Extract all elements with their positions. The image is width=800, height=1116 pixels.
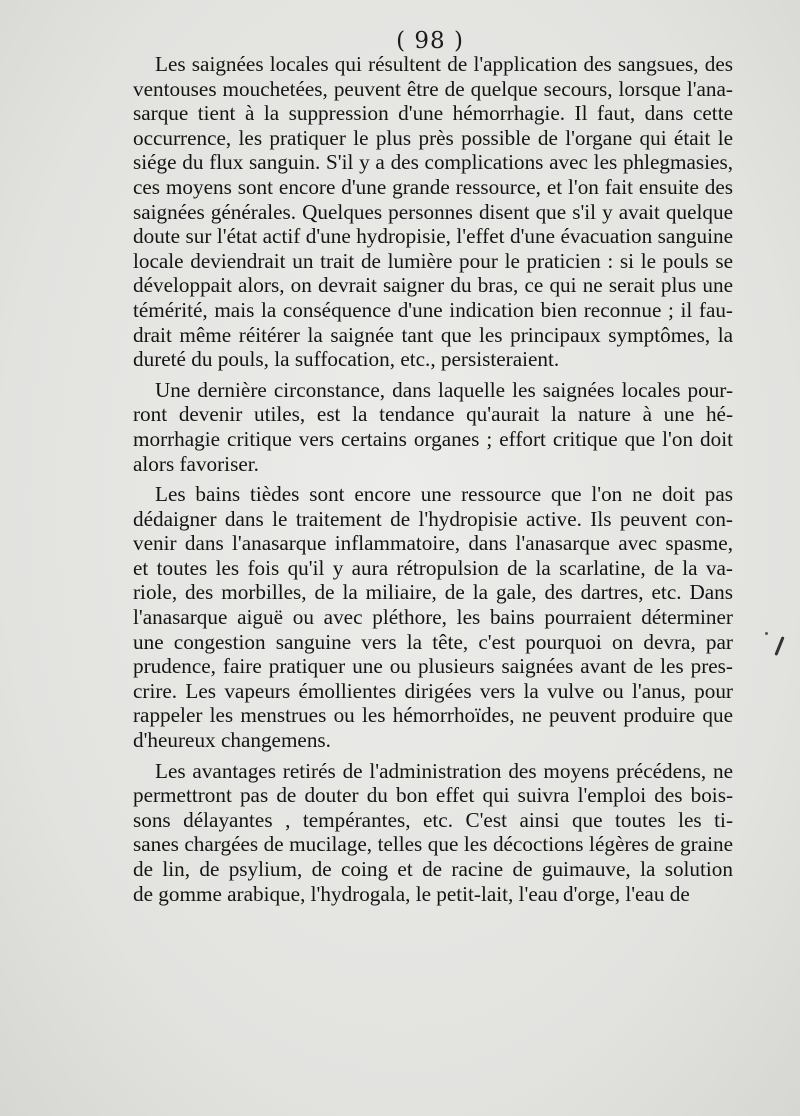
text-line: siége du flux sanguin. S'il y a des complications avec les phlegmasies, <box>133 150 733 175</box>
text-line: saignées générales. Quelques personnes disent que s'il y avait quelque <box>133 199 733 224</box>
text-line: riole, des morbilles, de la miliaire, de la gale, des dartres, etc. Dans <box>133 580 733 605</box>
paragraph <box>133 378 733 476</box>
text-line: ventouses mouchetées, peuvent être de quelque secours, lorsque l'ana- <box>133 76 733 101</box>
text-line: venir dans l'anasarque inflammatoire, dans l'anasarque avec spasme, <box>133 531 733 556</box>
text-line: rappeler les menstrues ou les hémorrhoïdes, ne peuvent produire que <box>133 703 733 728</box>
text-line: d'heureux changemens. <box>133 728 331 753</box>
margin-ink-dot <box>765 632 768 635</box>
text-line: témérité, mais la conséquence d'une indication bien reconnue ; il fau- <box>133 297 733 322</box>
text-line: sarque tient à la suppression d'une hémorrhagie. Il faut, dans cette <box>133 101 733 126</box>
text-line: de gomme arabique, l'hydrogala, le petit-lait, l'eau d'orge, l'eau de <box>133 881 690 906</box>
text-line: prudence, faire pratiquer une ou plusieurs saignées avant de les pres- <box>133 654 733 679</box>
text-line: dureté du pouls, la suffocation, etc., persisteraient. <box>133 347 560 372</box>
paragraph <box>133 759 733 907</box>
paragraph <box>133 52 733 372</box>
text-line: doute sur l'état actif d'une hydropisie, l'effet d'une évacuation sanguine <box>133 224 733 249</box>
text-line: de lin, de psylium, de coing et de racine de guimauve, la solution <box>133 857 733 881</box>
text-line: et toutes les fois qu'il y aura rétropulsion de la scarlatine, de la va- <box>133 555 733 580</box>
text-line: locale deviendrait un trait de lumière pour le praticien : si le pouls se <box>133 248 733 273</box>
text-line: occurrence, les pratiquer le plus près possible de l'organe qui était le <box>133 125 733 150</box>
text-line: sons délayantes , tempérantes, etc. C'est ainsi que toutes les ti- <box>133 807 733 832</box>
text-line: une congestion sanguine vers la tête, c'est pourquoi on devra, par <box>133 629 733 654</box>
text-line: morrhagie critique vers certains organes ; effort critique que l'on doit <box>133 426 733 451</box>
text-line: drait même réitérer la saignée tant que les principaux symptômes, la <box>133 322 733 347</box>
text-line: développait alors, on devrait saigner du bras, ce qui ne serait plus une <box>133 273 733 298</box>
text-line: ces moyens sont encore d'une grande ressource, et l'on fait ensuite des <box>133 174 733 199</box>
text-line: Les bains tièdes sont encore une ressource que l'on ne doit pas <box>155 482 733 507</box>
text-line: l'anasarque aiguë ou avec pléthore, les bains pourraient déterminer <box>133 605 733 630</box>
margin-ink-mark <box>774 636 784 656</box>
text-line: sanes chargées de mucilage, telles que les décoctions légères de graine <box>133 832 733 857</box>
text-line: Les saignées locales qui résultent de l'application des sangsues, des <box>155 52 733 76</box>
text-line: permettront pas de douter du bon effet qui suivra l'emploi des bois- <box>133 783 733 808</box>
text-line: crire. Les vapeurs émollientes dirigées vers la vulve ou l'anus, pour <box>133 678 733 703</box>
text-line: alors favoriser. <box>133 451 259 476</box>
paragraph <box>133 482 733 753</box>
text-line: Les avantages retirés de l'administration des moyens précédens, ne <box>155 758 733 783</box>
text-line: Une dernière circonstance, dans laquelle les saignées locales pour- <box>155 377 733 402</box>
text-line: ront devenir utiles, est la tendance qu'aurait la nature à une hé- <box>133 402 733 427</box>
page-number: ( 98 ) <box>396 28 464 54</box>
body-text <box>133 52 733 912</box>
text-line: dédaigner dans le traitement de l'hydropisie active. Ils peuvent con- <box>133 506 733 531</box>
